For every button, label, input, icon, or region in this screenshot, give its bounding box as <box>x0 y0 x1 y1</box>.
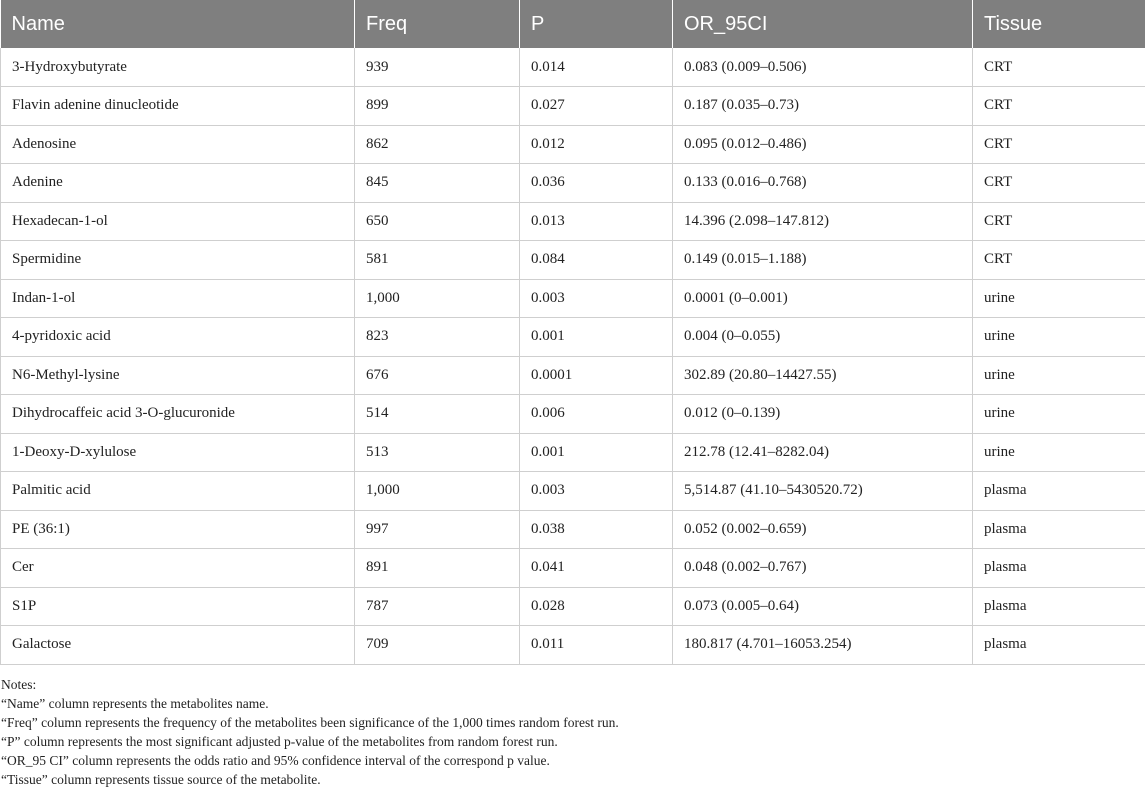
table-header <box>1 0 1145 48</box>
cell-tissue: plasma <box>973 587 1145 626</box>
table-row <box>1 48 1145 87</box>
cell-p: 0.014 <box>520 48 673 87</box>
cell-freq: 899 <box>355 87 520 126</box>
cell-p: 0.003 <box>520 279 673 318</box>
cell-name: Dihydrocaffeic acid 3-O-glucuronide <box>1 395 355 434</box>
notes-line: “Tissue” column represents tissue source of the metabolite. <box>1 771 321 787</box>
cell-p: 0.011 <box>520 626 673 665</box>
cell-tissue: CRT <box>973 87 1145 126</box>
cell-name: Adenosine <box>1 125 355 164</box>
table-row <box>1 279 1145 318</box>
table-row <box>1 587 1145 626</box>
cell-or-95ci: 0.012 (0–0.139) <box>673 395 973 434</box>
cell-tissue: plasma <box>973 626 1145 665</box>
cell-or-95ci: 0.149 (0.015–1.188) <box>673 241 973 280</box>
cell-tissue: plasma <box>973 549 1145 588</box>
cell-freq: 1,000 <box>355 472 520 511</box>
cell-tissue: urine <box>973 279 1145 318</box>
cell-p: 0.041 <box>520 549 673 588</box>
cell-or-95ci: 0.133 (0.016–0.768) <box>673 164 973 203</box>
cell-or-95ci: 0.073 (0.005–0.64) <box>673 587 973 626</box>
cell-freq: 1,000 <box>355 279 520 318</box>
cell-or-95ci: 14.396 (2.098–147.812) <box>673 202 973 241</box>
cell-tissue: CRT <box>973 202 1145 241</box>
table-row <box>1 318 1145 357</box>
cell-p: 0.036 <box>520 164 673 203</box>
notes-line: “OR_95 CI” column represents the odds ratio and 95% confidence interval of the correspond p value. <box>1 752 550 768</box>
cell-freq: 862 <box>355 125 520 164</box>
cell-or-95ci: 0.052 (0.002–0.659) <box>673 510 973 549</box>
cell-p: 0.038 <box>520 510 673 549</box>
cell-tissue: CRT <box>973 164 1145 203</box>
notes-line: “Name” column represents the metabolites name. <box>1 695 269 711</box>
table-row <box>1 164 1145 203</box>
cell-freq: 891 <box>355 549 520 588</box>
header-freq: Freq <box>355 0 520 48</box>
cell-freq: 514 <box>355 395 520 434</box>
table-row <box>1 433 1145 472</box>
cell-p: 0.084 <box>520 241 673 280</box>
header-tissue: Tissue <box>984 12 1043 35</box>
cell-p: 0.012 <box>520 125 673 164</box>
cell-p: 0.027 <box>520 87 673 126</box>
cell-or-95ci: 0.004 (0–0.055) <box>673 318 973 357</box>
cell-name: S1P <box>1 587 355 626</box>
table-body <box>1 48 1145 664</box>
cell-freq: 676 <box>355 356 520 395</box>
table-row <box>1 549 1145 588</box>
cell-p: 0.003 <box>520 472 673 511</box>
cell-p: 0.006 <box>520 395 673 434</box>
cell-p: 0.001 <box>520 433 673 472</box>
cell-freq: 823 <box>355 318 520 357</box>
cell-tissue: urine <box>973 395 1145 434</box>
table-notes <box>0 665 1145 789</box>
cell-freq: 581 <box>355 241 520 280</box>
cell-p: 0.0001 <box>520 356 673 395</box>
cell-name: N6-Methyl-lysine <box>1 356 355 395</box>
cell-name: 3-Hydroxybutyrate <box>1 48 355 87</box>
table-row <box>1 202 1145 241</box>
cell-name: Spermidine <box>1 241 355 280</box>
cell-tissue: plasma <box>973 472 1145 511</box>
cell-tissue: CRT <box>973 125 1145 164</box>
cell-name: PE (36:1) <box>1 510 355 549</box>
notes-line: “Freq” column represents the frequency of the metabolites been significance of the 1,000 times random forest run. <box>1 714 619 730</box>
cell-freq: 650 <box>355 202 520 241</box>
cell-freq: 997 <box>355 510 520 549</box>
table-row <box>1 626 1145 665</box>
cell-p: 0.028 <box>520 587 673 626</box>
cell-name: Hexadecan-1-ol <box>1 202 355 241</box>
notes-line: “P” column represents the most significant adjusted p-value of the metabolites from random forest run. <box>1 733 558 749</box>
cell-freq: 845 <box>355 164 520 203</box>
cell-or-95ci: 0.187 (0.035–0.73) <box>673 87 973 126</box>
cell-p: 0.013 <box>520 202 673 241</box>
cell-name: 4-pyridoxic acid <box>1 318 355 357</box>
cell-or-95ci: 0.083 (0.009–0.506) <box>673 48 973 87</box>
table-row <box>1 356 1145 395</box>
cell-or-95ci: 0.048 (0.002–0.767) <box>673 549 973 588</box>
cell-or-95ci: 5,514.87 (41.10–5430520.72) <box>673 472 973 511</box>
cell-or-95ci: 302.89 (20.80–14427.55) <box>673 356 973 395</box>
cell-freq: 513 <box>355 433 520 472</box>
cell-name: Cer <box>1 549 355 588</box>
cell-name: Indan-1-ol <box>1 279 355 318</box>
cell-name: Galactose <box>1 626 355 665</box>
cell-or-95ci: 212.78 (12.41–8282.04) <box>673 433 973 472</box>
cell-tissue: plasma <box>973 510 1145 549</box>
cell-tissue: CRT <box>973 48 1145 87</box>
table-row <box>1 395 1145 434</box>
cell-freq: 787 <box>355 587 520 626</box>
cell-freq: 709 <box>355 626 520 665</box>
notes-title: Notes: <box>1 676 37 692</box>
table-row <box>1 510 1145 549</box>
header-row <box>1 0 1145 48</box>
table-row <box>1 472 1145 511</box>
table-row <box>1 125 1145 164</box>
cell-name: Adenine <box>1 164 355 203</box>
table-row <box>1 87 1145 126</box>
header-name: Name <box>1 0 355 48</box>
cell-name: Palmitic acid <box>1 472 355 511</box>
cell-name: 1-Deoxy-D-xylulose <box>1 433 355 472</box>
cell-tissue: urine <box>973 433 1145 472</box>
cell-freq: 939 <box>355 48 520 87</box>
cell-p: 0.001 <box>520 318 673 357</box>
cell-or-95ci: 180.817 (4.701–16053.254) <box>673 626 973 665</box>
cell-name: Flavin adenine dinucleotide <box>1 87 355 126</box>
cell-tissue: urine <box>973 318 1145 357</box>
cell-tissue: urine <box>973 356 1145 395</box>
cell-or-95ci: 0.095 (0.012–0.486) <box>673 125 973 164</box>
cell-tissue: CRT <box>973 241 1145 280</box>
table-row <box>1 241 1145 280</box>
header-p: P <box>520 0 673 48</box>
cell-or-95ci: 0.0001 (0–0.001) <box>673 279 973 318</box>
header-or-95ci: OR_95CI <box>673 0 973 48</box>
